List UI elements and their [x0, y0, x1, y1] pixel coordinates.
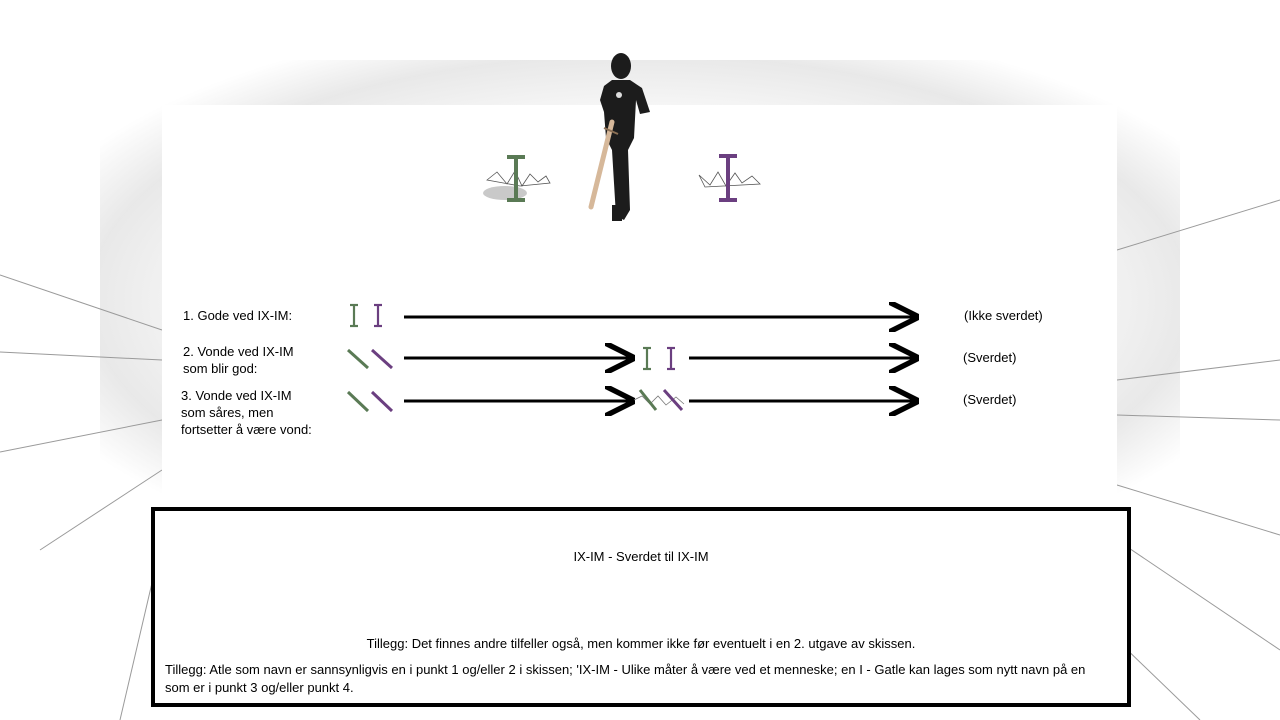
- row3-wounded-glyphs: [634, 390, 684, 410]
- row2-label: 2. Vonde ved IX-IM som blir god:: [183, 344, 294, 376]
- caption-title: IX-IM - Sverdet til IX-IM: [573, 549, 709, 564]
- row3-label: 3. Vonde ved IX-IM som såres, men fortsetter å være vond:: [181, 388, 312, 437]
- caption-note-2: Tillegg: Atle som navn er sannsynligvis en i punkt 1 og/eller 2 i skissen; 'IX-IM - Ulike måter å være ved et menneske; en I - Gatle kan lages som nytt navn på en som er i punkt 3 og/eller punkt 4.: [165, 662, 1086, 695]
- caption-note-1: Tillegg: Det finnes andre tilfeller også, men kommer ikke før eventuelt i en 2. utgave av skissen.: [366, 636, 916, 651]
- row1-result: (Ikke sverdet): [964, 308, 1043, 323]
- row2-result: (Sverdet): [963, 350, 1017, 365]
- row1-label: 1. Gode ved IX-IM:: [183, 308, 293, 323]
- row2-tilted-glyphs: [348, 350, 392, 368]
- row2-upright-glyphs: [643, 348, 675, 369]
- row3-result: (Sverdet): [963, 392, 1017, 407]
- shadow-blob: [483, 186, 527, 200]
- caption-box: [151, 507, 1131, 707]
- scribble-icon: [487, 171, 550, 186]
- row3-tilted-glyphs: [348, 392, 392, 411]
- row1-glyphs: [350, 305, 382, 326]
